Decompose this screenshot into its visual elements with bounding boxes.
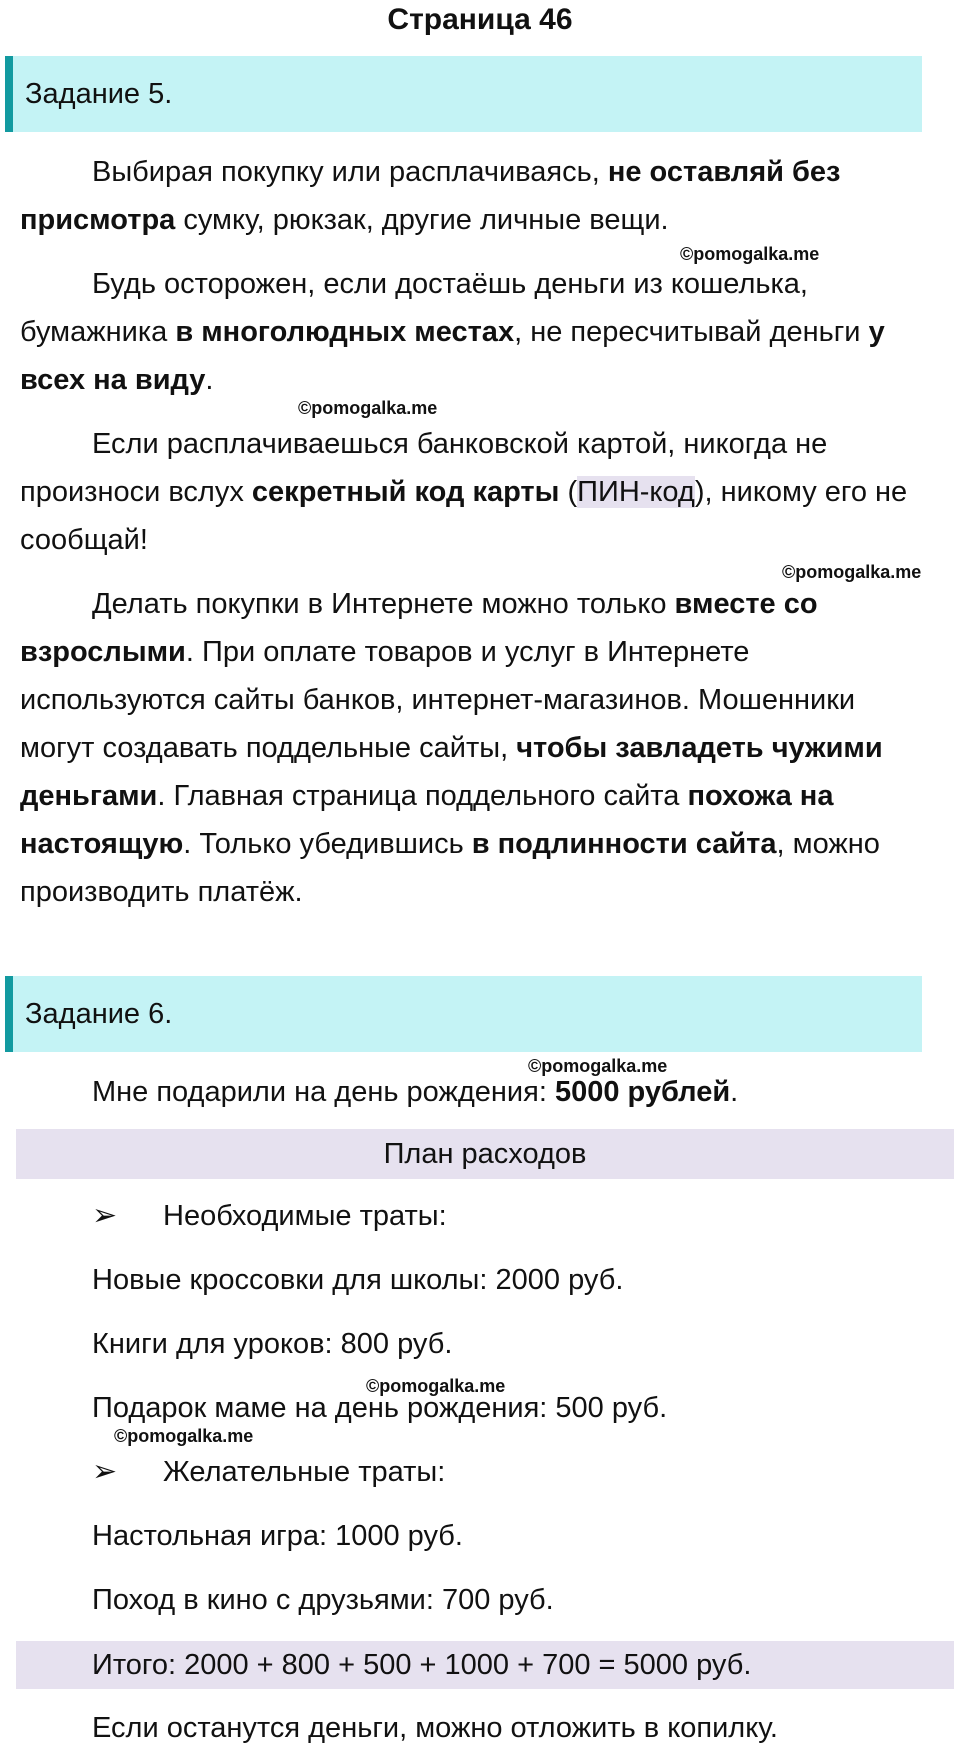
necessary-heading-text: Необходимые траты:: [163, 1200, 447, 1232]
necessary-heading: [92, 1196, 447, 1236]
watermark: ©pomogalka.me: [680, 244, 820, 264]
p4-bold-f: похожа на настоящую: [20, 780, 834, 860]
p4-bold-d: чтобы завладеть чужими деньгами: [20, 732, 883, 812]
p4-bold-h: в подлинности сайта: [471, 828, 777, 860]
p4-text-c: . При оплате товаров и услуг в Интернете используются сайты банков, интернет-магазинов. Мошенники могут создавать поддельные сайты,: [20, 636, 856, 764]
p2-bold-b: в многолюдных местах: [175, 316, 515, 348]
desirable-heading-text: Желательные траты:: [163, 1456, 446, 1488]
task-5-paragraph-1: [20, 148, 925, 244]
list-item: Настольная игра: 1000 руб.: [92, 1520, 463, 1552]
p4-text-a: Делать покупки в Интернете можно только: [92, 588, 675, 620]
p4-text-i: , можно производить платёж.: [20, 828, 880, 908]
task-5-paragraph-4: [20, 580, 925, 916]
gift-amount: 5000 рублей: [554, 1076, 731, 1108]
gift-text-a: Мне подарили на день рождения:: [92, 1076, 555, 1108]
p2-bold-d: у всех на виду: [20, 316, 885, 396]
page-title: Страница 46: [387, 3, 573, 36]
watermark: ©pomogalka.me: [528, 1056, 668, 1076]
watermark: ©pomogalka.me: [114, 1426, 254, 1446]
p2-text-c: , не пересчитывай деньги: [514, 316, 869, 348]
p3-text-a: Если расплачиваешься банковской картой, никогда не произноси вслух: [20, 428, 828, 508]
list-item: Книги для уроков: 800 руб.: [92, 1328, 453, 1360]
arrow-bullet-icon: ➢: [92, 1199, 118, 1232]
p4-bold-b: вместе со взрослыми: [20, 588, 818, 668]
p3-text-c: (: [559, 476, 578, 508]
watermark: ©pomogalka.me: [298, 398, 438, 418]
list-item: Поход в кино с друзьями: 700 руб.: [92, 1584, 554, 1616]
task-5-paragraph-3: [20, 420, 925, 564]
task-5-paragraph-2: [20, 260, 925, 404]
desirable-heading: [92, 1452, 445, 1492]
arrow-bullet-icon: ➢: [92, 1455, 118, 1488]
pin-code-highlight: ПИН-код: [577, 476, 695, 508]
list-item: Подарок маме на день рождения: 500 руб.: [92, 1392, 668, 1424]
list-item: Новые кроссовки для школы: 2000 руб.: [92, 1264, 624, 1296]
p4-text-g: . Только убедившись: [183, 828, 472, 860]
p1-bold-b: не оставляй без присмотра: [20, 156, 841, 236]
gift-line: [92, 1072, 738, 1112]
total-bar: Итого: 2000 + 800 + 500 + 1000 + 700 = 5000 руб.: [16, 1641, 954, 1689]
watermark: ©pomogalka.me: [366, 1376, 506, 1396]
closing-line: Если останутся деньги, можно отложить в копилку.: [92, 1712, 778, 1744]
p1-text-c: сумку, рюкзак, другие личные вещи.: [175, 204, 669, 236]
gift-text-c: .: [730, 1076, 739, 1108]
p3-bold-b: секретный код карты: [251, 476, 560, 508]
p2-text-a: Будь осторожен, если достаёшь деньги из кошелька, бумажника: [20, 268, 808, 348]
p4-text-e: . Главная страница поддельного сайта: [157, 780, 688, 812]
p3-text-e: ), никому его не сообщай!: [20, 476, 908, 556]
task-6-header: Задание 6.: [5, 976, 922, 1052]
task-5-header: Задание 5.: [5, 56, 922, 132]
p1-text-a: Выбирая покупку или расплачиваясь,: [92, 156, 608, 188]
watermark: ©pomogalka.me: [782, 562, 922, 582]
plan-title-bar: План расходов: [16, 1129, 954, 1179]
p2-text-e: .: [205, 364, 214, 396]
